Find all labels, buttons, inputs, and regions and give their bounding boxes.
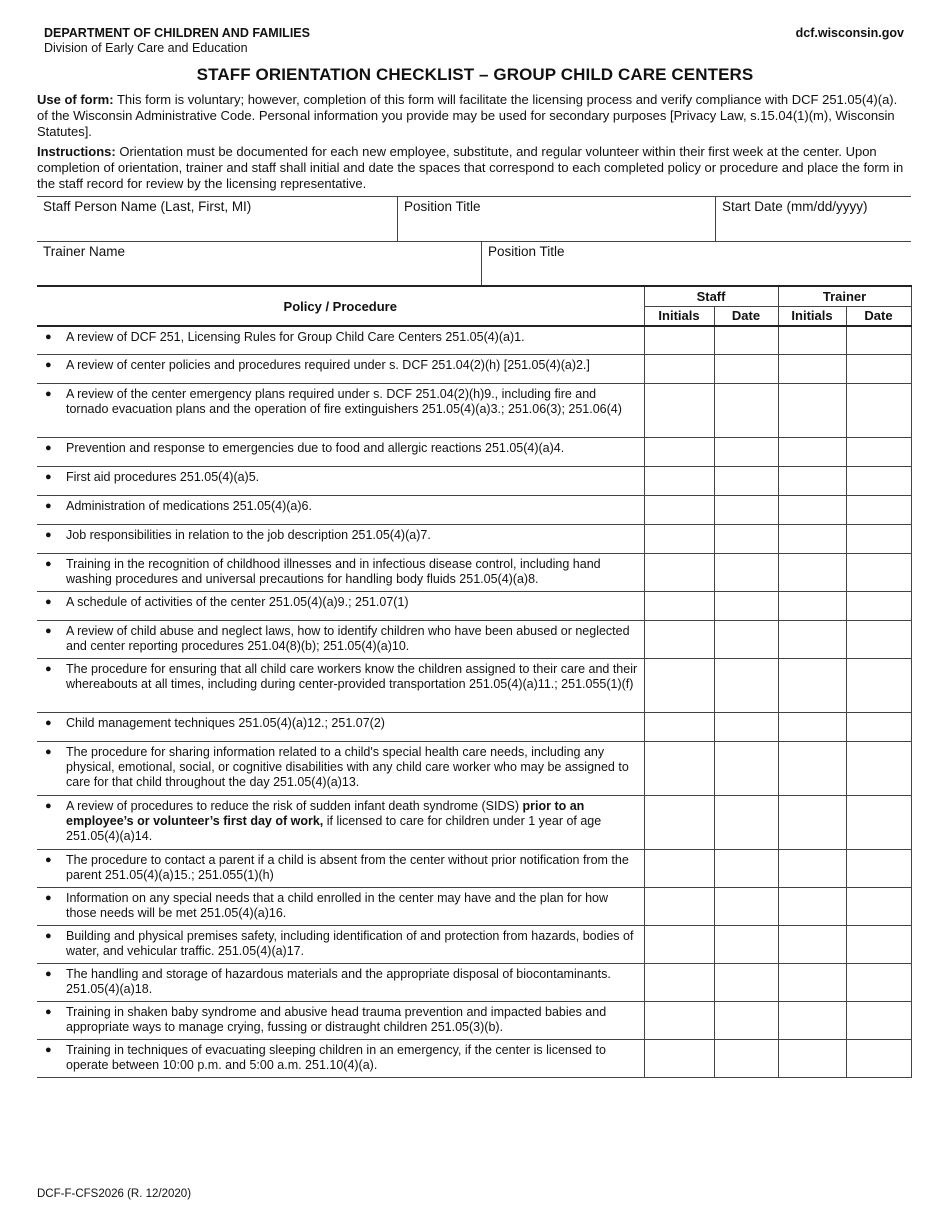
bullet-icon: ●	[45, 929, 52, 942]
checklist-row	[37, 553, 911, 591]
instructions-label: Instructions:	[37, 144, 116, 159]
trainer-initials-header: Initials	[778, 306, 846, 326]
trainer-name-field[interactable]	[37, 242, 481, 286]
bullet-icon: ●	[45, 1005, 52, 1018]
policy-item	[37, 437, 644, 466]
policy-text: A review of DCF 251, Licensing Rules for Group Child Care Centers 251.05(4)(a)1.	[66, 330, 525, 344]
policy-text: The procedure for ensuring that all child care workers know the children assigned to their care and their whereabouts at all times, including during center-provided transportation 251.05(4)(a)11.; 251.055(1)(f)	[66, 661, 638, 691]
trainer-position-field[interactable]	[481, 242, 911, 286]
policy-item	[37, 1039, 644, 1077]
staff-initials-cell[interactable]	[644, 963, 714, 1001]
trainer-initials-cell[interactable]	[778, 887, 846, 925]
staff-date-cell[interactable]	[714, 524, 778, 553]
trainer-initials-cell[interactable]	[778, 849, 846, 887]
staff-initials-cell[interactable]	[644, 591, 714, 620]
policy-item	[37, 795, 644, 849]
trainer-date-cell[interactable]	[846, 1039, 911, 1077]
website-link[interactable]: dcf.wisconsin.gov	[795, 26, 904, 40]
staff-initials-cell[interactable]	[644, 354, 714, 383]
use-of-form-text: This form is voluntary; however, completion of this form will facilitate the licensing process and verify compliance with DCF 251.05(4)(a). of the Wisconsin Administrative Code. Personal information you provide may be used for secondary purposes [Privacy Law, s.15.04(1)(m), Wisconsin Statutes].	[37, 92, 898, 139]
bullet-icon: ●	[45, 853, 52, 866]
bullet-icon: ●	[45, 387, 52, 400]
staff-date-cell[interactable]	[714, 383, 778, 437]
department-name: DEPARTMENT OF CHILDREN AND FAMILIES	[44, 26, 310, 40]
checklist-row	[37, 383, 911, 437]
policy-item	[37, 591, 644, 620]
staff-initials-cell[interactable]	[644, 712, 714, 741]
bullet-icon: ●	[45, 624, 52, 637]
staff-date-cell[interactable]	[714, 925, 778, 963]
staff-date-cell[interactable]	[714, 741, 778, 795]
staff-date-cell[interactable]	[714, 795, 778, 849]
bullet-icon: ●	[45, 1043, 52, 1056]
checklist-row	[37, 524, 911, 553]
policy-item	[37, 925, 644, 963]
trainer-date-cell[interactable]	[846, 591, 911, 620]
policy-text: Training in techniques of evacuating sleeping children in an emergency, if the center is licensed to operate between 10:00 p.m. and 5:00 a.m. 251.10(4)(a).	[66, 1042, 606, 1072]
trainer-date-cell[interactable]	[846, 712, 911, 741]
trainer-date-cell[interactable]	[846, 354, 911, 383]
use-of-form-label: Use of form:	[37, 92, 114, 107]
checklist-row	[37, 887, 911, 925]
policy-item	[37, 354, 644, 383]
staff-date-cell[interactable]	[714, 712, 778, 741]
checklist-row	[37, 620, 911, 658]
trainer-date-cell[interactable]	[846, 741, 911, 795]
form-header	[44, 26, 904, 55]
policy-text: First aid procedures 251.05(4)(a)5.	[66, 469, 260, 484]
staff-initials-cell[interactable]	[644, 383, 714, 437]
checklist-row	[37, 795, 911, 849]
policy-text: The procedure for sharing information related to a child's special health care needs, including any physical, emotional, social, or cognitive disabilities with any child care worker who may be assigned to care for that child throughout the day 251.05(4)(a)13.	[66, 744, 629, 789]
trainer-initials-cell[interactable]	[778, 1001, 846, 1039]
staff-date-cell[interactable]	[714, 437, 778, 466]
staff-date-cell[interactable]	[714, 658, 778, 712]
checklist-row	[37, 354, 911, 383]
checklist-row	[37, 437, 911, 466]
trainer-date-cell[interactable]	[846, 1001, 911, 1039]
trainer-date-cell[interactable]	[846, 466, 911, 495]
checklist-row	[37, 849, 911, 887]
bullet-icon: ●	[45, 745, 52, 758]
policy-text: A review of center policies and procedures required under s. DCF 251.04(2)(h) [251.05(4)(a)2.]	[66, 357, 590, 372]
staff-initials-cell[interactable]	[644, 466, 714, 495]
division-name: Division of Early Care and Education	[44, 41, 248, 55]
staff-initials-cell[interactable]	[644, 620, 714, 658]
trainer-initials-cell[interactable]	[778, 658, 846, 712]
staff-initials-header: Initials	[644, 306, 714, 326]
staff-initials-cell[interactable]	[644, 1001, 714, 1039]
policy-item	[37, 741, 644, 795]
policy-item	[37, 963, 644, 1001]
staff-initials-cell[interactable]	[644, 495, 714, 524]
checklist-row	[37, 963, 911, 1001]
staff-initials-cell[interactable]	[644, 925, 714, 963]
trainer-initials-cell[interactable]	[778, 383, 846, 437]
staff-position-field[interactable]	[397, 197, 715, 241]
trainer-date-header: Date	[846, 306, 911, 326]
staff-date-cell[interactable]	[714, 849, 778, 887]
trainer-initials-cell[interactable]	[778, 437, 846, 466]
policy-text: A review of child abuse and neglect laws, how to identify children who have been abused or neglected and center reporting procedures 251.04(8)(b); 251.05(4)(a)10.	[66, 623, 630, 653]
staff-date-cell[interactable]	[714, 963, 778, 1001]
start-date-label: Start Date (mm/dd/yyyy)	[722, 199, 868, 214]
trainer-date-cell[interactable]	[846, 963, 911, 1001]
trainer-initials-cell[interactable]	[778, 741, 846, 795]
staff-initials-cell[interactable]	[644, 887, 714, 925]
policy-text: Administration of medications 251.05(4)(a)6.	[66, 498, 312, 513]
policy-text: Child management techniques 251.05(4)(a)12.; 251.07(2)	[66, 715, 385, 730]
policy-text-emphasis: prior to an employee’s or volunteer’s first day of work,	[66, 798, 585, 828]
use-of-form-paragraph	[37, 92, 907, 140]
trainer-date-cell[interactable]	[846, 849, 911, 887]
trainer-row	[37, 241, 911, 286]
trainer-initials-cell[interactable]	[778, 591, 846, 620]
staff-initials-cell[interactable]	[644, 849, 714, 887]
policy-text: A review of the center emergency plans required under s. DCF 251.04(2)(h)9., including fire and tornado evacuation plans and the operation of fire extinguishers 251.05(4)(a)3.; 251.06(3); 251.06(4)	[66, 386, 622, 416]
staff-header: Staff	[644, 286, 778, 306]
bullet-icon: ●	[45, 967, 52, 980]
policy-text: The handling and storage of hazardous materials and the appropriate disposal of biocontaminants. 251.05(4)(a)18.	[66, 966, 611, 996]
staff-initials-cell[interactable]	[644, 326, 714, 354]
policy-text: Job responsibilities in relation to the job description 251.05(4)(a)7.	[66, 527, 431, 542]
staff-date-cell[interactable]	[714, 620, 778, 658]
bullet-icon: ●	[45, 441, 52, 454]
policy-item	[37, 712, 644, 741]
trainer-date-cell[interactable]	[846, 524, 911, 553]
bullet-icon: ●	[45, 499, 52, 512]
trainer-date-cell[interactable]	[846, 925, 911, 963]
instructions-paragraph	[37, 144, 907, 192]
bullet-icon: ●	[45, 331, 52, 343]
staff-date-cell[interactable]	[714, 1001, 778, 1039]
bullet-icon: ●	[45, 662, 52, 675]
policy-text: A schedule of activities of the center 251.05(4)(a)9.; 251.07(1)	[66, 594, 409, 609]
staff-date-cell[interactable]	[714, 887, 778, 925]
staff-date-cell[interactable]	[714, 1039, 778, 1077]
staff-date-cell[interactable]	[714, 354, 778, 383]
policy-item	[37, 887, 644, 925]
trainer-initials-cell[interactable]	[778, 466, 846, 495]
trainer-initials-cell[interactable]	[778, 354, 846, 383]
trainer-date-cell[interactable]	[846, 495, 911, 524]
staff-date-cell[interactable]	[714, 553, 778, 591]
staff-initials-cell[interactable]	[644, 524, 714, 553]
policy-text: Training in shaken baby syndrome and abusive head trauma prevention and impacted babies and appropriate ways to manage crying, fussing or distraught children 251.05(3)(b).	[66, 1004, 607, 1034]
policy-item	[37, 849, 644, 887]
trainer-date-cell[interactable]	[846, 383, 911, 437]
staff-date-cell[interactable]	[714, 466, 778, 495]
staff-date-header: Date	[714, 306, 778, 326]
checklist-row	[37, 712, 911, 741]
trainer-initials-cell[interactable]	[778, 620, 846, 658]
policy-text: Building and physical premises safety, including identification of and protection from hazards, bodies of water, and vehicular traffic. 251.05(4)(a)17.	[66, 928, 634, 958]
trainer-date-cell[interactable]	[846, 887, 911, 925]
trainer-initials-cell[interactable]	[778, 712, 846, 741]
trainer-header: Trainer	[778, 286, 911, 306]
policy-text: Training in the recognition of childhood illnesses and in infectious disease control, including hand washing procedures and universal precautions for handling body fluids 251.05(4)(a)8.	[66, 556, 601, 586]
trainer-date-cell[interactable]	[846, 553, 911, 591]
policy-text: A review of procedures to reduce the risk of sudden infant death syndrome (SIDS)	[66, 798, 523, 813]
form-title: STAFF ORIENTATION CHECKLIST – GROUP CHILD CARE CENTERS	[196, 65, 754, 84]
policy-text-continued: if licensed to care for children under 1 year of age 251.05(4)(a)14.	[66, 813, 602, 843]
policy-item	[37, 466, 644, 495]
bullet-icon: ●	[45, 799, 52, 812]
trainer-date-cell[interactable]	[846, 795, 911, 849]
checklist-row	[37, 495, 911, 524]
checklist-row	[37, 741, 911, 795]
trainer-initials-cell[interactable]	[778, 524, 846, 553]
bullet-icon: ●	[45, 557, 52, 570]
policy-item	[37, 658, 644, 712]
trainer-initials-cell[interactable]	[778, 795, 846, 849]
trainer-initials-cell[interactable]	[778, 326, 846, 354]
trainer-position-label: Position Title	[488, 244, 565, 259]
staff-row	[37, 196, 911, 241]
trainer-initials-cell[interactable]	[778, 925, 846, 963]
checklist-row	[37, 658, 911, 712]
bullet-icon: ●	[45, 528, 52, 541]
staff-initials-cell[interactable]	[644, 437, 714, 466]
checklist-row	[37, 925, 911, 963]
form-number: DCF-F-CFS2026 (R. 12/2020)	[37, 1188, 192, 1200]
staff-initials-cell[interactable]	[644, 658, 714, 712]
trainer-date-cell[interactable]	[846, 620, 911, 658]
checklist-row	[37, 466, 911, 495]
bullet-icon: ●	[45, 595, 52, 608]
staff-info-fields	[37, 196, 911, 286]
policy-item	[37, 620, 644, 658]
instructions-text: Orientation must be documented for each new employee, substitute, and regular volunteer within their first week at the center. Upon completion of orientation, trainer and staff shall initial and date the spaces that correspond to each completed policy or procedure and place the form in the staff record for review by the licensing representative.	[37, 144, 904, 191]
orientation-checklist-table	[37, 285, 912, 1078]
trainer-name-label: Trainer Name	[43, 244, 126, 259]
policy-item	[37, 1001, 644, 1039]
staff-date-cell[interactable]	[714, 591, 778, 620]
checklist-row	[37, 1001, 911, 1039]
checklist-row	[37, 1039, 911, 1077]
trainer-initials-cell[interactable]	[778, 553, 846, 591]
staff-initials-cell[interactable]	[644, 741, 714, 795]
trainer-initials-cell[interactable]	[778, 495, 846, 524]
staff-name-label: Staff Person Name (Last, First, MI)	[43, 199, 252, 214]
bullet-icon: ●	[45, 716, 52, 729]
staff-name-field[interactable]	[37, 197, 397, 241]
policy-item	[37, 326, 644, 354]
trainer-date-cell[interactable]	[846, 658, 911, 712]
policy-item	[37, 553, 644, 591]
trainer-date-cell[interactable]	[846, 326, 911, 354]
policy-procedure-header: Policy / Procedure	[37, 286, 644, 326]
trainer-initials-cell[interactable]	[778, 1039, 846, 1077]
staff-initials-cell[interactable]	[644, 795, 714, 849]
checklist-row	[37, 591, 911, 620]
staff-date-cell[interactable]	[714, 326, 778, 354]
staff-initials-cell[interactable]	[644, 1039, 714, 1077]
start-date-field[interactable]	[715, 197, 911, 241]
policy-item	[37, 383, 644, 437]
trainer-date-cell[interactable]	[846, 437, 911, 466]
policy-text: Prevention and response to emergencies due to food and allergic reactions 251.05(4)(a)4.	[66, 440, 565, 455]
bullet-icon: ●	[45, 358, 52, 371]
policy-item	[37, 495, 644, 524]
policy-text: The procedure to contact a parent if a child is absent from the center without prior notification from the parent 251.05(4)(a)15.; 251.055(1)(h)	[66, 852, 629, 882]
checklist-row	[37, 326, 911, 354]
bullet-icon: ●	[45, 470, 52, 483]
policy-text: Information on any special needs that a child enrolled in the center may have and the plan for how those needs will be met 251.05(4)(a)16.	[66, 890, 609, 920]
trainer-initials-cell[interactable]	[778, 963, 846, 1001]
staff-position-label: Position Title	[404, 199, 481, 214]
policy-item	[37, 524, 644, 553]
staff-initials-cell[interactable]	[644, 553, 714, 591]
staff-date-cell[interactable]	[714, 495, 778, 524]
bullet-icon: ●	[45, 891, 52, 904]
